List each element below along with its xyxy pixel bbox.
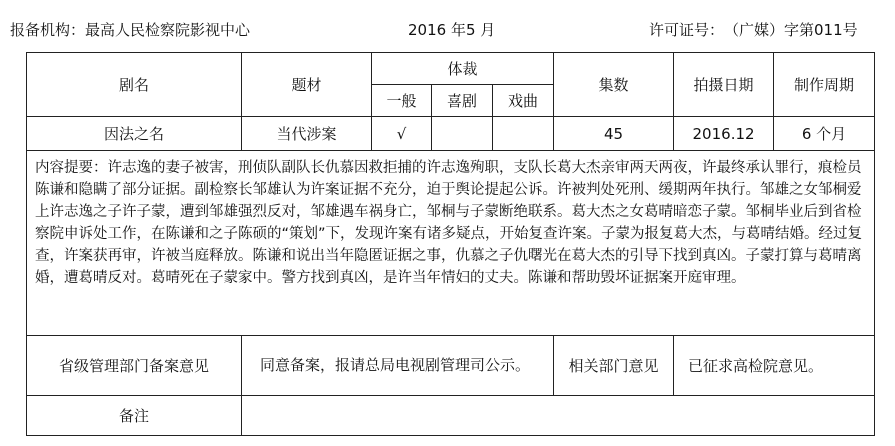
permit-number: 许可证号： （广媒）字第011号 <box>649 21 858 39</box>
table-row <box>27 117 875 151</box>
header-episodes-cell: 集数 <box>554 53 674 117</box>
form-header <box>0 0 895 52</box>
header-genre-cell: 体裁 <box>372 53 554 85</box>
related-opinion-text: 已征求高检院意见。 <box>674 336 875 396</box>
synopsis-text: 内容提要：许志逸的妻子被害，刑侦队副队长仇慕因救拒捕的许志逸殉职，支队长葛大杰亲审两天两夜，许最终承认罪行，痕检员陈谦和隐瞒了部分证据。副检察长邹雄认为许案证据不充分，迫于舆论提起公诉。许被判处死刑、缓期两年执行。邹雄之女邹桐爱上许志逸之子许子蒙，遭到邹雄强烈反对，邹雄遇车祸身亡，邹桐与子蒙断绝联系。葛大杰之女葛晴暗恋子蒙。邹桐毕业后到省检察院申诉处工作，在陈谦和之子陈硕的“策划”下，发现许案有诸多疑点，开始复查许案。子蒙为报复葛大杰，与葛晴结婚。经过复查，许案获再审，许被当庭释放。陈谦和说出当年隐匿证据之事，仇慕之子仇曙光在葛大杰的引导下找到真凶。子蒙打算与葛晴离婚，遭葛晴反对。葛晴死在子蒙家中。警方找到真凶，是许当年情妇的丈夫。陈谦和帮助毁坏证据案开庭审理。 <box>27 151 875 336</box>
provincial-opinion-text: 同意备案，报请总局电视剧管理司公示。 <box>242 336 554 396</box>
shoot-date: 2016.12 <box>674 117 774 151</box>
remarks-label: 备注 <box>27 396 242 436</box>
drama-subject: 当代涉案 <box>242 117 372 151</box>
genre-opera-mark <box>493 117 554 151</box>
provincial-opinion-label: 省级管理部门备案意见 <box>27 336 242 396</box>
episode-count: 45 <box>554 117 674 151</box>
genre-opera-header: 戏曲 <box>493 85 554 117</box>
header-period-cell: 制作周期 <box>774 53 875 117</box>
related-opinion-label: 相关部门意见 <box>554 336 674 396</box>
genre-general-header: 一般 <box>372 85 432 117</box>
production-period: 6 个月 <box>774 117 875 151</box>
header-shoot-date-cell: 拍摄日期 <box>674 53 774 117</box>
remarks-value <box>242 396 875 436</box>
drama-title: 因法之名 <box>27 117 242 151</box>
header-subject-cell: 题材 <box>242 53 372 117</box>
filing-date: 2016 年5 月 <box>408 21 496 39</box>
genre-comedy-mark <box>432 117 493 151</box>
genre-comedy-header: 喜剧 <box>432 85 493 117</box>
filing-table <box>26 52 875 436</box>
filing-organization: 报备机构：最高人民检察院影视中心 <box>10 21 251 39</box>
genre-general-mark: √ <box>372 117 432 151</box>
header-title-cell: 剧名 <box>27 53 242 117</box>
